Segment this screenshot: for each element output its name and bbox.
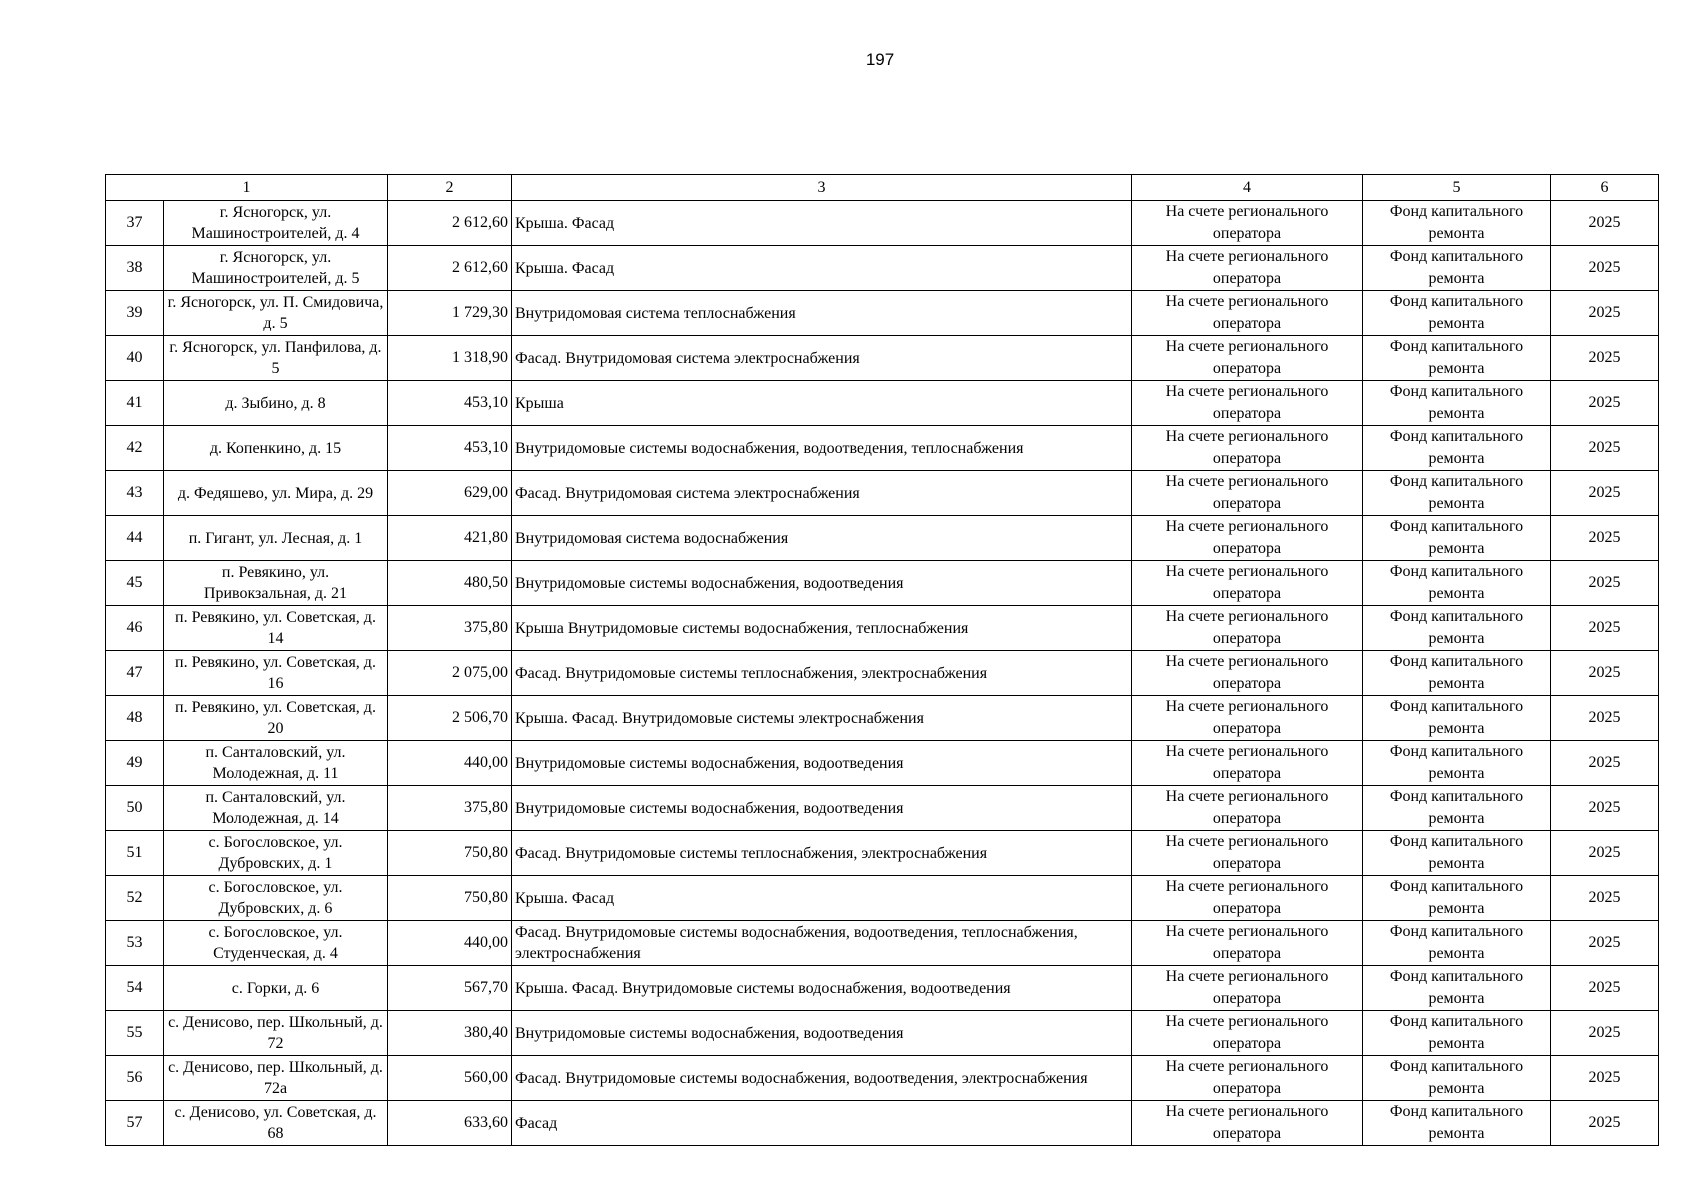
column-header: 2 xyxy=(388,175,512,201)
table-row xyxy=(106,1011,1659,1056)
address-cell: п. Гигант, ул. Лесная, д. 1 xyxy=(164,516,388,561)
year-cell: 2025 xyxy=(1551,561,1659,606)
table-row xyxy=(106,831,1659,876)
address-cell: с. Горки, д. 6 xyxy=(164,966,388,1011)
area-cell: 421,80 xyxy=(388,516,512,561)
fund-account-cell: На счете регионального оператора xyxy=(1132,921,1363,966)
funding-source-cell: Фонд капитального ремонта xyxy=(1363,696,1551,741)
year-cell: 2025 xyxy=(1551,696,1659,741)
fund-account-cell: На счете регионального оператора xyxy=(1132,741,1363,786)
area-cell: 480,50 xyxy=(388,561,512,606)
works-cell: Фасад. Внутридомовые системы водоснабжения, водоотведения, электроснабжения xyxy=(512,1056,1132,1101)
funding-source-cell: Фонд капитального ремонта xyxy=(1363,831,1551,876)
works-cell: Фасад. Внутридомовые системы теплоснабжения, электроснабжения xyxy=(512,831,1132,876)
fund-account-cell: На счете регионального оператора xyxy=(1132,1056,1363,1101)
funding-source-cell: Фонд капитального ремонта xyxy=(1363,606,1551,651)
year-cell: 2025 xyxy=(1551,1056,1659,1101)
area-cell: 380,40 xyxy=(388,1011,512,1056)
address-cell: с. Богословское, ул. Дубровских, д. 1 xyxy=(164,831,388,876)
fund-account-cell: На счете регионального оператора xyxy=(1132,651,1363,696)
row-number: 48 xyxy=(106,696,164,741)
funding-source-cell: Фонд капитального ремонта xyxy=(1363,201,1551,246)
funding-source-cell: Фонд капитального ремонта xyxy=(1363,561,1551,606)
year-cell: 2025 xyxy=(1551,921,1659,966)
row-number: 37 xyxy=(106,201,164,246)
year-cell: 2025 xyxy=(1551,1101,1659,1146)
row-number: 39 xyxy=(106,291,164,336)
address-cell: п. Ревякино, ул. Советская, д. 14 xyxy=(164,606,388,651)
table-row xyxy=(106,246,1659,291)
fund-account-cell: На счете регионального оператора xyxy=(1132,831,1363,876)
address-cell: г. Ясногорск, ул. Панфилова, д. 5 xyxy=(164,336,388,381)
row-number: 42 xyxy=(106,426,164,471)
works-cell: Фасад. Внутридомовая система электроснабжения xyxy=(512,471,1132,516)
row-number: 46 xyxy=(106,606,164,651)
row-number: 52 xyxy=(106,876,164,921)
address-cell: д. Федяшево, ул. Мира, д. 29 xyxy=(164,471,388,516)
works-cell: Крыша. Фасад. Внутридомовые системы водоснабжения, водоотведения xyxy=(512,966,1132,1011)
address-cell: с. Денисово, ул. Советская, д. 68 xyxy=(164,1101,388,1146)
row-number: 47 xyxy=(106,651,164,696)
funding-source-cell: Фонд капитального ремонта xyxy=(1363,876,1551,921)
funding-source-cell: Фонд капитального ремонта xyxy=(1363,516,1551,561)
address-cell: п. Ревякино, ул. Советская, д. 16 xyxy=(164,651,388,696)
table-row xyxy=(106,336,1659,381)
table-row xyxy=(106,516,1659,561)
fund-account-cell: На счете регионального оператора xyxy=(1132,516,1363,561)
funding-source-cell: Фонд капитального ремонта xyxy=(1363,471,1551,516)
area-cell: 567,70 xyxy=(388,966,512,1011)
fund-account-cell: На счете регионального оператора xyxy=(1132,561,1363,606)
column-header: 4 xyxy=(1132,175,1363,201)
funding-source-cell: Фонд капитального ремонта xyxy=(1363,1101,1551,1146)
works-cell: Крыша. Фасад xyxy=(512,201,1132,246)
row-number: 49 xyxy=(106,741,164,786)
table-row xyxy=(106,426,1659,471)
address-cell: п. Санталовский, ул. Молодежная, д. 14 xyxy=(164,786,388,831)
funding-source-cell: Фонд капитального ремонта xyxy=(1363,291,1551,336)
year-cell: 2025 xyxy=(1551,1011,1659,1056)
area-cell: 2 612,60 xyxy=(388,246,512,291)
works-cell: Внутридомовые системы водоснабжения, водоотведения xyxy=(512,786,1132,831)
area-cell: 375,80 xyxy=(388,606,512,651)
fund-account-cell: На счете регионального оператора xyxy=(1132,336,1363,381)
year-cell: 2025 xyxy=(1551,471,1659,516)
table-row xyxy=(106,651,1659,696)
works-cell: Фасад. Внутридомовая система электроснабжения xyxy=(512,336,1132,381)
table-row xyxy=(106,561,1659,606)
row-number: 57 xyxy=(106,1101,164,1146)
works-cell: Фасад xyxy=(512,1101,1132,1146)
works-cell: Внутридомовые системы водоснабжения, водоотведения xyxy=(512,741,1132,786)
funding-source-cell: Фонд капитального ремонта xyxy=(1363,786,1551,831)
address-cell: г. Ясногорск, ул. Машиностроителей, д. 5 xyxy=(164,246,388,291)
fund-account-cell: На счете регионального оператора xyxy=(1132,966,1363,1011)
address-cell: с. Богословское, ул. Студенческая, д. 4 xyxy=(164,921,388,966)
repair-program-table xyxy=(105,174,1659,1146)
year-cell: 2025 xyxy=(1551,606,1659,651)
header-row xyxy=(106,175,1659,201)
fund-account-cell: На счете регионального оператора xyxy=(1132,696,1363,741)
table-row xyxy=(106,696,1659,741)
area-cell: 629,00 xyxy=(388,471,512,516)
year-cell: 2025 xyxy=(1551,741,1659,786)
row-number: 53 xyxy=(106,921,164,966)
table-row xyxy=(106,291,1659,336)
address-cell: с. Денисово, пер. Школьный, д. 72а xyxy=(164,1056,388,1101)
area-cell: 750,80 xyxy=(388,876,512,921)
column-header: 6 xyxy=(1551,175,1659,201)
funding-source-cell: Фонд капитального ремонта xyxy=(1363,1011,1551,1056)
works-cell: Крыша Внутридомовые системы водоснабжения, теплоснабжения xyxy=(512,606,1132,651)
works-cell: Крыша. Фасад xyxy=(512,246,1132,291)
row-number: 45 xyxy=(106,561,164,606)
works-cell: Крыша. Фасад xyxy=(512,876,1132,921)
fund-account-cell: На счете регионального оператора xyxy=(1132,876,1363,921)
funding-source-cell: Фонд капитального ремонта xyxy=(1363,246,1551,291)
area-cell: 453,10 xyxy=(388,381,512,426)
table-row xyxy=(106,786,1659,831)
row-number: 43 xyxy=(106,471,164,516)
area-cell: 375,80 xyxy=(388,786,512,831)
table-row xyxy=(106,606,1659,651)
fund-account-cell: На счете регионального оператора xyxy=(1132,786,1363,831)
year-cell: 2025 xyxy=(1551,786,1659,831)
year-cell: 2025 xyxy=(1551,516,1659,561)
column-header: 3 xyxy=(512,175,1132,201)
area-cell: 750,80 xyxy=(388,831,512,876)
column-header: 5 xyxy=(1363,175,1551,201)
row-number: 41 xyxy=(106,381,164,426)
year-cell: 2025 xyxy=(1551,336,1659,381)
funding-source-cell: Фонд капитального ремонта xyxy=(1363,921,1551,966)
year-cell: 2025 xyxy=(1551,831,1659,876)
works-cell: Внутридомовые системы водоснабжения, водоотведения, теплоснабжения xyxy=(512,426,1132,471)
table-row xyxy=(106,1056,1659,1101)
table-row xyxy=(106,1101,1659,1146)
address-cell: п. Ревякино, ул. Советская, д. 20 xyxy=(164,696,388,741)
address-cell: г. Ясногорск, ул. Машиностроителей, д. 4 xyxy=(164,201,388,246)
works-cell: Крыша. Фасад. Внутридомовые системы электроснабжения xyxy=(512,696,1132,741)
area-cell: 2 075,00 xyxy=(388,651,512,696)
area-cell: 440,00 xyxy=(388,741,512,786)
address-cell: с. Богословское, ул. Дубровских, д. 6 xyxy=(164,876,388,921)
funding-source-cell: Фонд капитального ремонта xyxy=(1363,651,1551,696)
works-cell: Внутридомовые системы водоснабжения, водоотведения xyxy=(512,561,1132,606)
year-cell: 2025 xyxy=(1551,876,1659,921)
fund-account-cell: На счете регионального оператора xyxy=(1132,1101,1363,1146)
funding-source-cell: Фонд капитального ремонта xyxy=(1363,966,1551,1011)
page-number: 197 xyxy=(865,50,895,69)
funding-source-cell: Фонд капитального ремонта xyxy=(1363,381,1551,426)
column-header: 1 xyxy=(106,175,388,201)
fund-account-cell: На счете регионального оператора xyxy=(1132,426,1363,471)
fund-account-cell: На счете регионального оператора xyxy=(1132,606,1363,651)
row-number: 50 xyxy=(106,786,164,831)
row-number: 56 xyxy=(106,1056,164,1101)
row-number: 54 xyxy=(106,966,164,1011)
works-cell: Внутридомовая система теплоснабжения xyxy=(512,291,1132,336)
area-cell: 440,00 xyxy=(388,921,512,966)
row-number: 55 xyxy=(106,1011,164,1056)
table-body xyxy=(106,201,1659,1146)
area-cell: 2 506,70 xyxy=(388,696,512,741)
year-cell: 2025 xyxy=(1551,291,1659,336)
fund-account-cell: На счете регионального оператора xyxy=(1132,471,1363,516)
area-cell: 560,00 xyxy=(388,1056,512,1101)
year-cell: 2025 xyxy=(1551,426,1659,471)
table-row xyxy=(106,381,1659,426)
row-number: 40 xyxy=(106,336,164,381)
address-cell: п. Санталовский, ул. Молодежная, д. 11 xyxy=(164,741,388,786)
address-cell: д. Копенкино, д. 15 xyxy=(164,426,388,471)
fund-account-cell: На счете регионального оператора xyxy=(1132,381,1363,426)
address-cell: д. Зыбино, д. 8 xyxy=(164,381,388,426)
table-row xyxy=(106,876,1659,921)
year-cell: 2025 xyxy=(1551,246,1659,291)
table-row xyxy=(106,966,1659,1011)
fund-account-cell: На счете регионального оператора xyxy=(1132,1011,1363,1056)
funding-source-cell: Фонд капитального ремонта xyxy=(1363,426,1551,471)
works-cell: Внутридомовая система водоснабжения xyxy=(512,516,1132,561)
works-cell: Фасад. Внутридомовые системы теплоснабжения, электроснабжения xyxy=(512,651,1132,696)
works-cell: Фасад. Внутридомовые системы водоснабжения, водоотведения, теплоснабжения, электроснабжения xyxy=(512,921,1132,966)
year-cell: 2025 xyxy=(1551,966,1659,1011)
row-number: 51 xyxy=(106,831,164,876)
area-cell: 1 729,30 xyxy=(388,291,512,336)
fund-account-cell: На счете регионального оператора xyxy=(1132,291,1363,336)
year-cell: 2025 xyxy=(1551,381,1659,426)
area-cell: 633,60 xyxy=(388,1101,512,1146)
table-row xyxy=(106,471,1659,516)
area-cell: 453,10 xyxy=(388,426,512,471)
funding-source-cell: Фонд капитального ремонта xyxy=(1363,336,1551,381)
table-row xyxy=(106,921,1659,966)
row-number: 38 xyxy=(106,246,164,291)
area-cell: 2 612,60 xyxy=(388,201,512,246)
table-row xyxy=(106,741,1659,786)
table-row xyxy=(106,201,1659,246)
address-cell: г. Ясногорск, ул. П. Смидовича, д. 5 xyxy=(164,291,388,336)
address-cell: с. Денисово, пер. Школьный, д. 72 xyxy=(164,1011,388,1056)
address-cell: п. Ревякино, ул. Привокзальная, д. 21 xyxy=(164,561,388,606)
fund-account-cell: На счете регионального оператора xyxy=(1132,246,1363,291)
fund-account-cell: На счете регионального оператора xyxy=(1132,201,1363,246)
area-cell: 1 318,90 xyxy=(388,336,512,381)
year-cell: 2025 xyxy=(1551,651,1659,696)
funding-source-cell: Фонд капитального ремонта xyxy=(1363,1056,1551,1101)
works-cell: Внутридомовые системы водоснабжения, водоотведения xyxy=(512,1011,1132,1056)
funding-source-cell: Фонд капитального ремонта xyxy=(1363,741,1551,786)
year-cell: 2025 xyxy=(1551,201,1659,246)
row-number: 44 xyxy=(106,516,164,561)
works-cell: Крыша xyxy=(512,381,1132,426)
